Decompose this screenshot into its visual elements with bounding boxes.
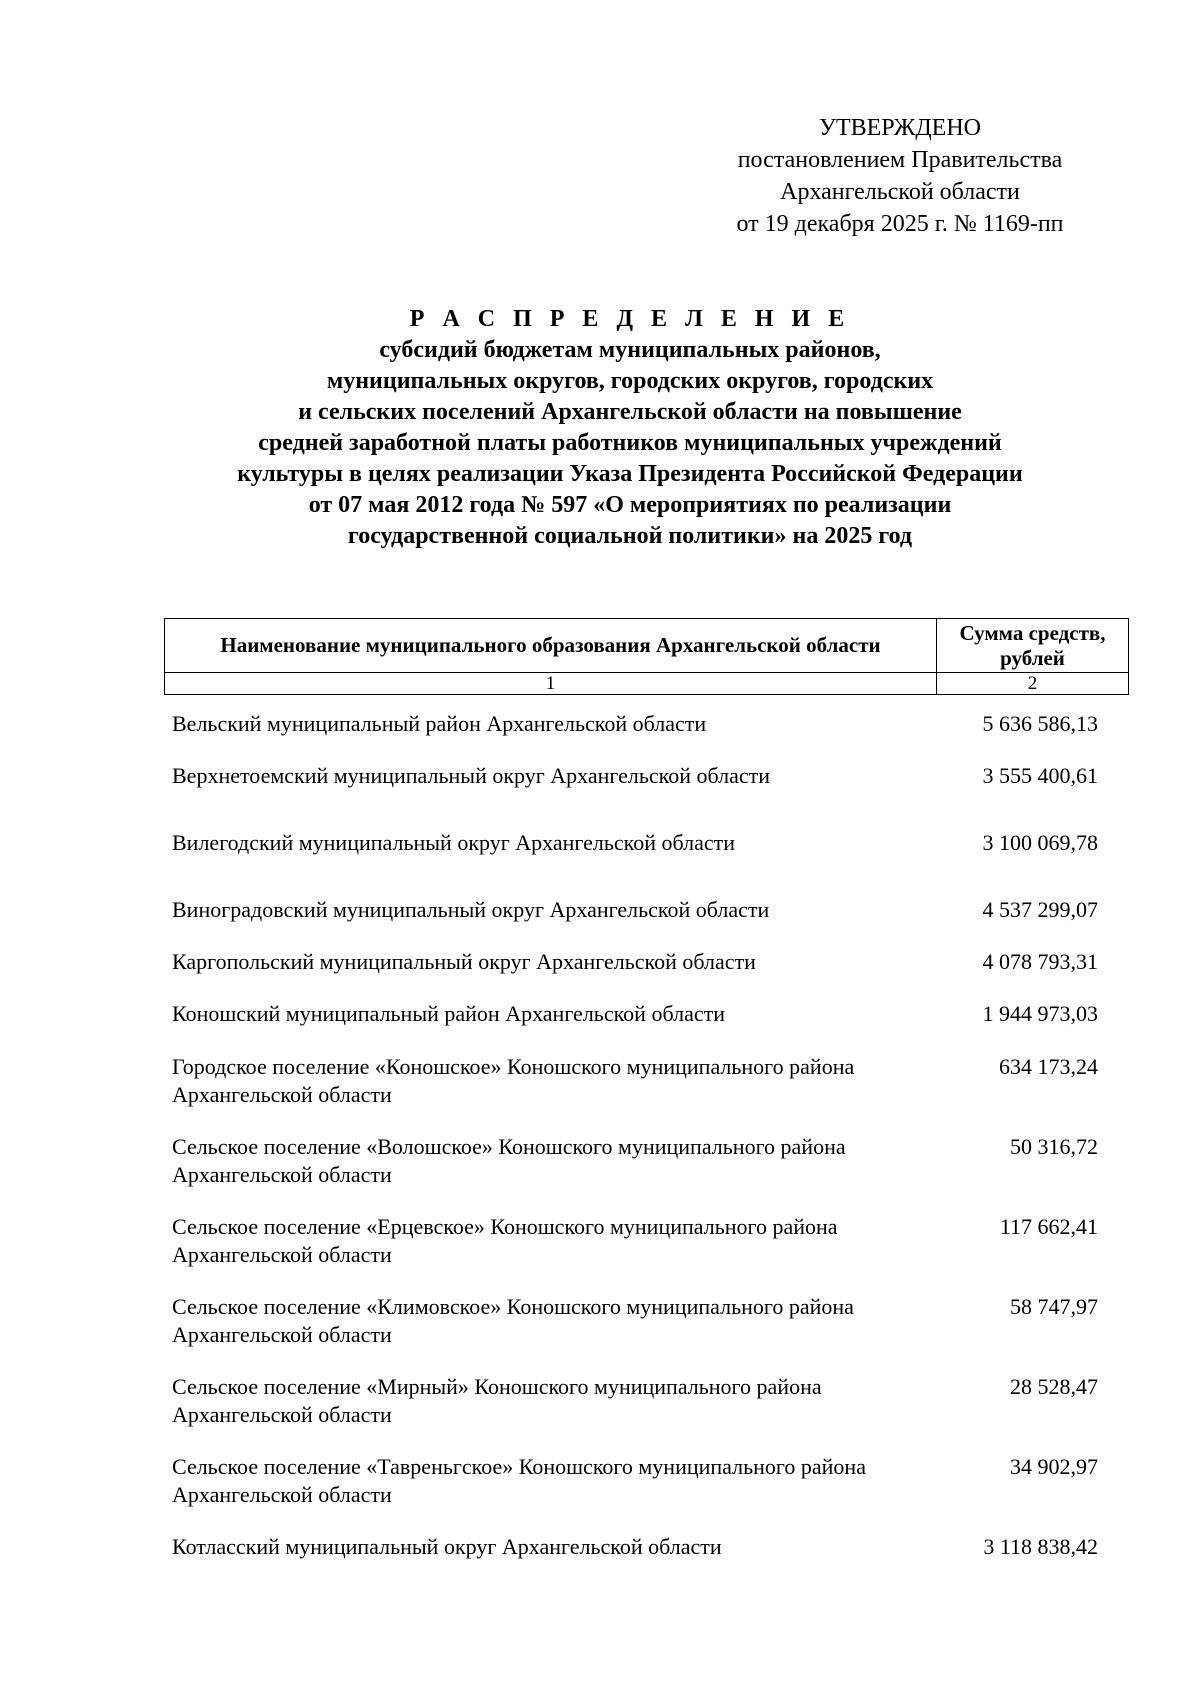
approval-title: УТВЕРЖДЕНО [818,115,982,141]
table-row [172,948,1128,976]
amount-value: 3 555 400,61 [982,763,1098,788]
table-row [172,1533,1128,1561]
table-body [172,710,1128,1561]
municipality-name: Котласский муниципальный округ Архангельской области [172,1534,722,1559]
column-header-name: Наименование муниципального образования Архангельской области [165,619,937,673]
table-row [172,1133,1128,1189]
municipality-name: Вилегодский муниципальный округ Архангельской области [172,830,736,855]
municipality-name: Сельское поселение «Ерцевское» Коношского муниципального района Архангельской области [172,1214,838,1267]
table-row [172,896,1128,924]
column-header-amount: Сумма средств, рублей [937,619,1129,673]
document-title [130,304,1130,552]
column-number-2: 2 [937,673,1129,695]
title-line: и сельских поселений Архангельской области на повышение [298,399,962,425]
amount-value: 634 173,24 [999,1054,1098,1079]
amount-value: 58 747,97 [1010,1294,1098,1319]
amount-value: 3 100 069,78 [982,830,1098,855]
table-row [172,710,1128,738]
amount-value: 50 316,72 [1010,1134,1098,1159]
amount-value: 117 662,41 [999,1214,1098,1239]
table-row [172,762,1128,790]
title-line: от 07 мая 2012 года № 597 «О мероприятиях по реализации [308,492,952,518]
municipality-name: Коношский муниципальный район Архангельской области [172,1001,725,1026]
approval-date: от 19 декабря 2025 г. № 1169-пп [736,211,1064,237]
title-line: средней заработной платы работников муниципальных учреждений [258,430,1002,456]
municipality-name: Сельское поселение «Климовское» Коношского муниципального района Архангельской области [172,1294,854,1347]
table-row [172,1053,1128,1109]
title-heading: Р А С П Р Е Д Е Л Е Н И Е [409,306,851,332]
amount-value: 1 944 973,03 [982,1001,1098,1026]
table-row [172,1293,1128,1349]
amount-value: 4 537 299,07 [982,897,1098,922]
municipality-name: Виноградовский муниципальный округ Архангельской области [172,897,770,922]
approval-line: постановлением Правительства [737,147,1063,173]
table-row [172,1213,1128,1269]
title-line: муниципальных округов, городских округов, городских [326,368,934,394]
title-line: субсидий бюджетам муниципальных районов, [379,337,881,363]
title-line: государственной социальной политики» на 2025 год [347,523,913,549]
table-row [172,829,1128,857]
municipality-name: Вельский муниципальный район Архангельской области [172,711,707,736]
approval-block [690,112,1110,240]
table-row [172,1453,1128,1509]
column-number-1: 1 [165,673,937,695]
title-line: культуры в целях реализации Указа Президента Российской Федерации [237,461,1023,487]
municipality-name: Сельское поселение «Мирный» Коношского муниципального района Архангельской области [172,1374,822,1427]
amount-value: 3 118 838,42 [983,1534,1098,1559]
amount-value: 5 636 586,13 [982,711,1098,736]
amount-value: 34 902,97 [1010,1454,1098,1479]
municipality-name: Городское поселение «Коношское» Коношского муниципального района Архангельской области [172,1054,855,1107]
municipality-name: Каргопольский муниципальный округ Архангельской области [172,949,756,974]
amount-value: 4 078 793,31 [982,949,1098,974]
table-header [164,618,1129,695]
municipality-name: Верхнетоемский муниципальный округ Архангельской области [172,763,771,788]
municipality-name: Сельское поселение «Волошское» Коношского муниципального района Архангельской области [172,1134,846,1187]
approval-line: Архангельской области [780,179,1020,205]
municipality-name: Сельское поселение «Тавреньгское» Коношского муниципального района Архангельской области [172,1454,866,1507]
amount-value: 28 528,47 [1010,1374,1098,1399]
table-row [172,1373,1128,1429]
table-row [172,1000,1128,1028]
